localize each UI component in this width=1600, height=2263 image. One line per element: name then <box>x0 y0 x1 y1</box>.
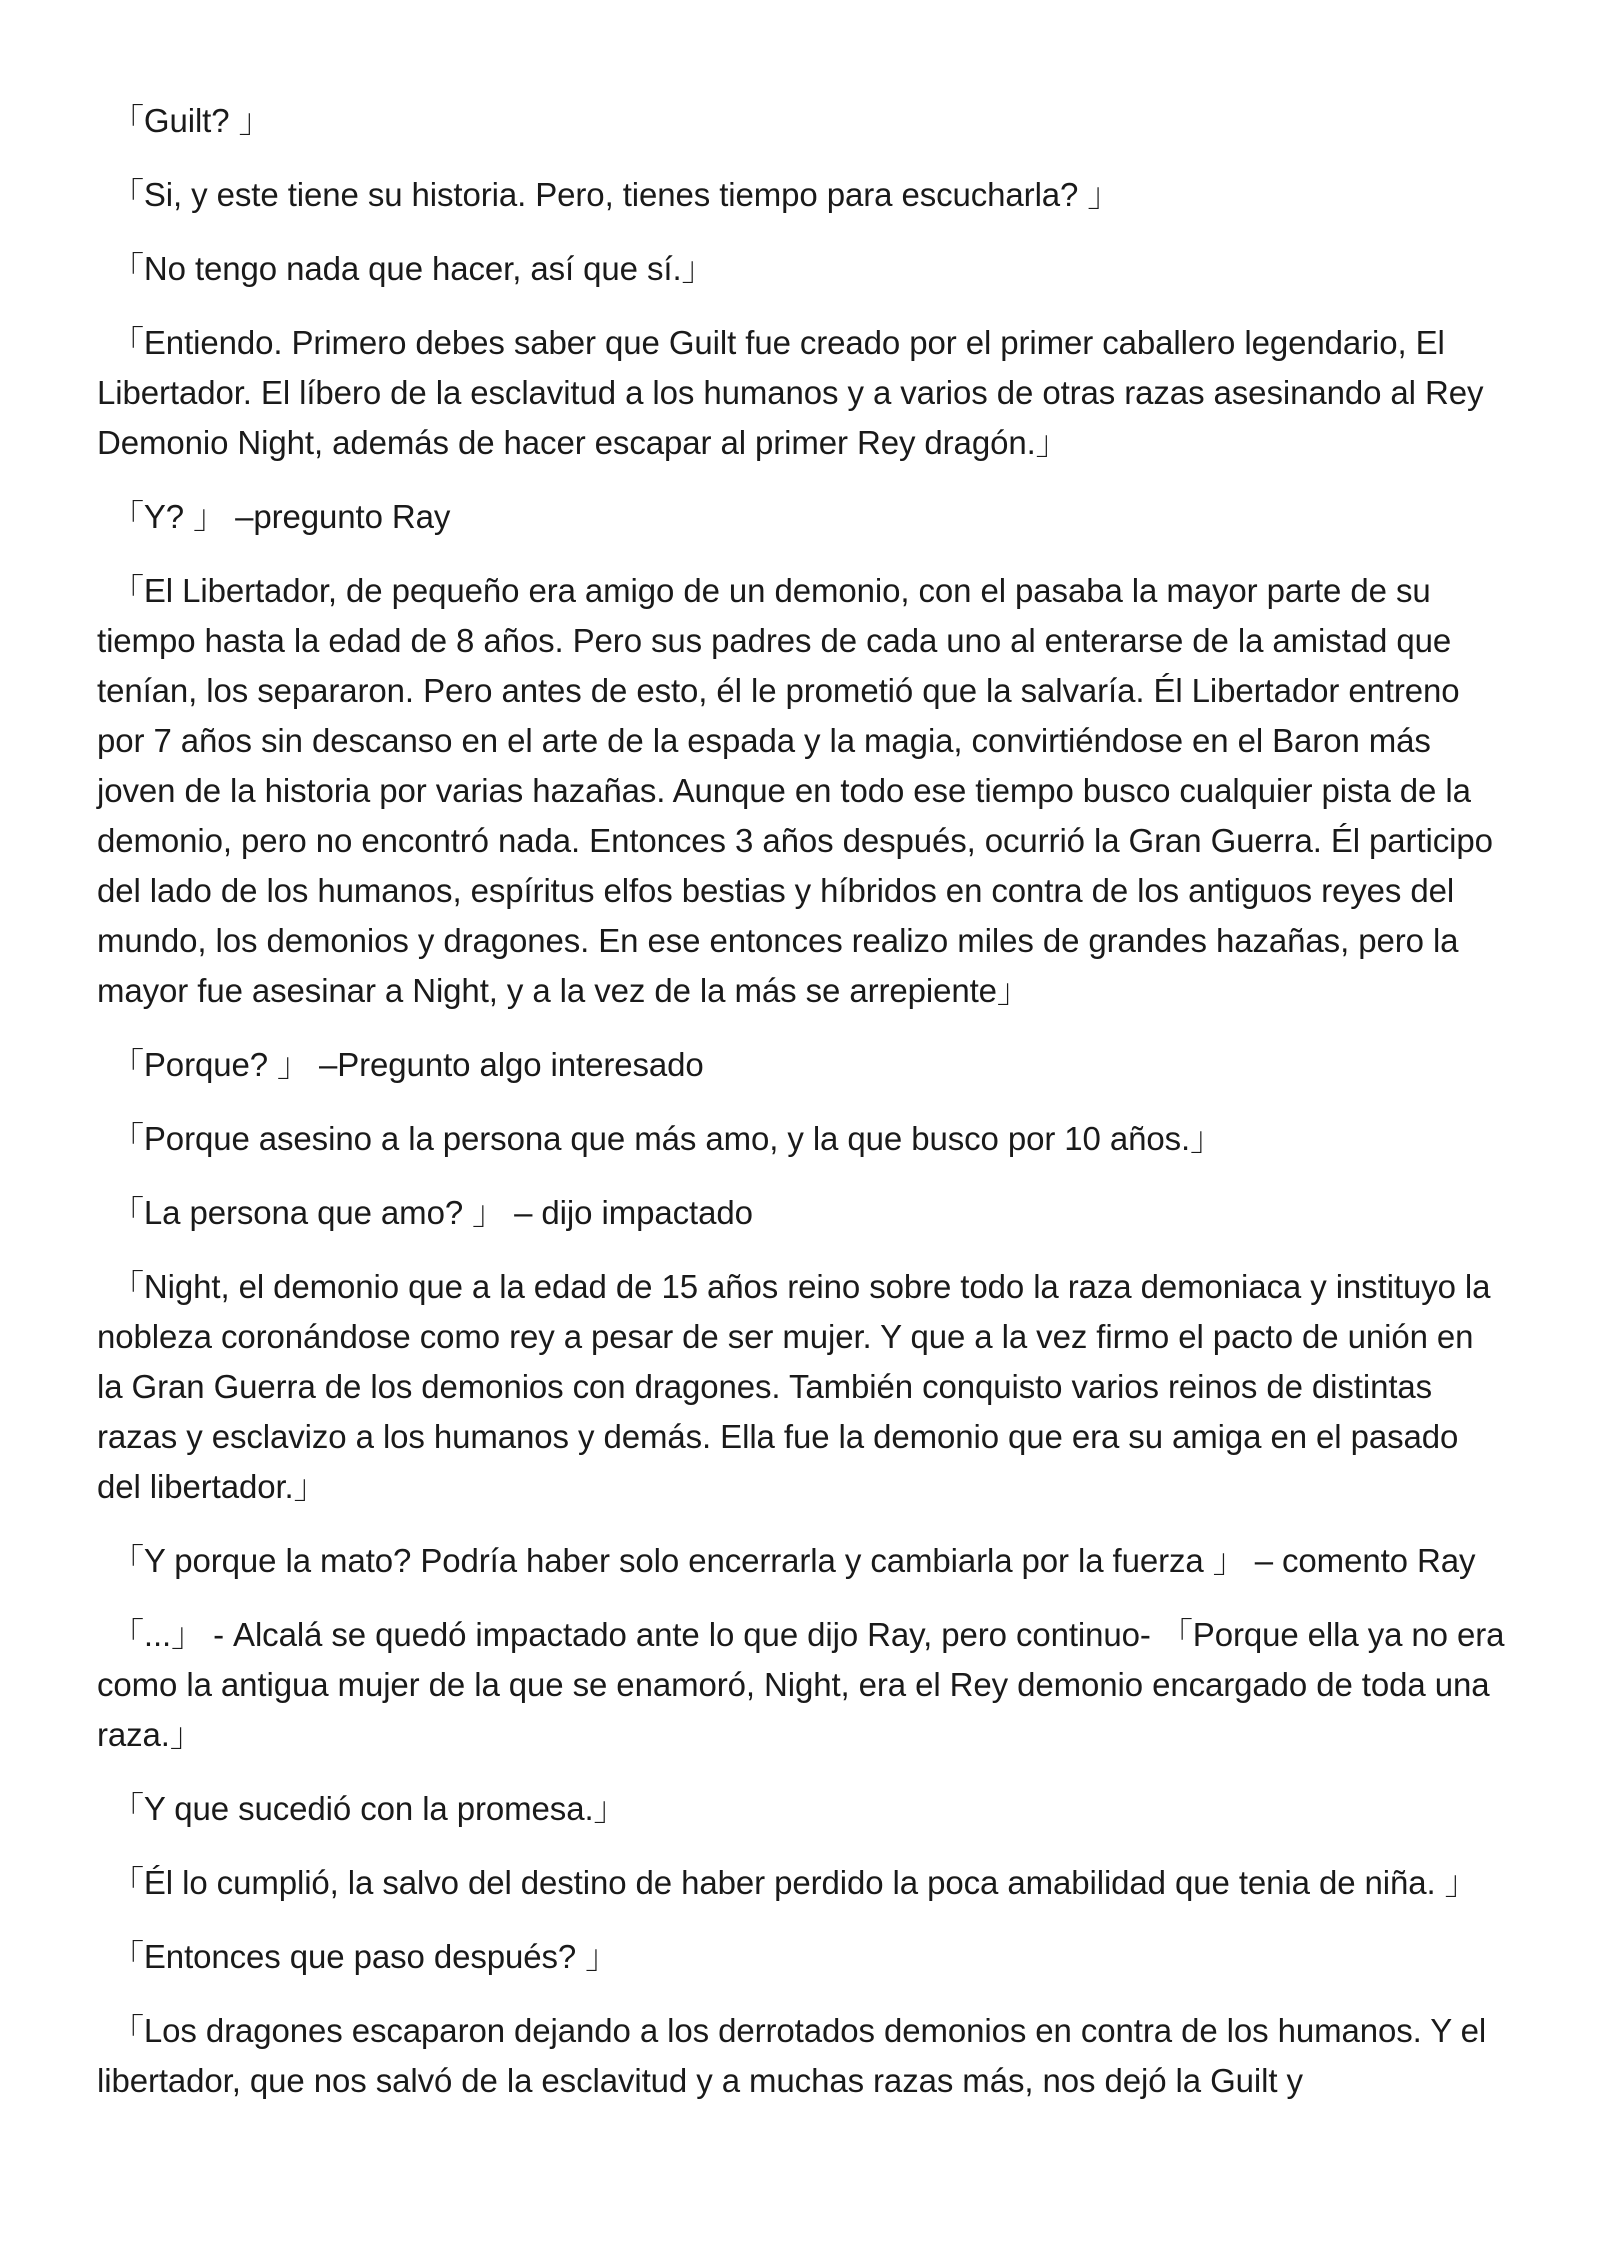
dialogue-paragraph: 「No tengo nada que hacer, así que sí.」 <box>111 250 715 287</box>
dialogue-paragraph: 「Entiendo. Primero debes saber que Guilt fue creado por el primer caballero legendario, El Libertador. El líbero de la esclavitud a los humanos y a varios de otras razas asesinando al Rey Demonio Night, además de hacer escapar al primer Rey dragón.」 <box>97 324 1484 461</box>
dialogue-paragraph: 「Si, y este tiene su historia. Pero, tienes tiempo para escucharla? 」 <box>111 176 1121 213</box>
dialogue-paragraph: 「Los dragones escaparon dejando a los derrotados demonios en contra de los humanos. Y el libertador, que nos salvó de la esclavitud y a muchas razas más, nos dejó la Guilt y <box>97 2012 1487 2099</box>
dialogue-paragraph: 「Entonces que paso después? 」 <box>111 1938 619 1975</box>
dialogue-paragraph: 「El Libertador, de pequeño era amigo de un demonio, con el pasaba la mayor parte de su tiempo hasta la edad de 8 años. Pero sus padres de cada uno al enterarse de la amistad que tenían, los separaron. Pero antes de esto, él le prometió que la salvaría. Él Libertador entreno por 7 años sin descanso en el arte de la espada y la magia, convirtiéndose en el Baron más joven de la historia por varias hazañas. Aunque en todo ese tiempo busco cualquier pista de la demonio, pero no encontró nada. Entonces 3 años después, ocurrió la Gran Guerra. Él participo del lado de los humanos, espíritus elfos bestias y híbridos en contra de los antiguos reyes del mundo, los demonios y dragones. En ese entonces realizo miles de grandes hazañas, pero la mayor fue asesinar a Night, y a la vez de la más se arrepiente」 <box>97 572 1493 1009</box>
dialogue-paragraph: 「Él lo cumplió, la salvo del destino de haber perdido la poca amabilidad que tenia de niña. 」 <box>111 1864 1478 1901</box>
dialogue-paragraph: 「Porque? 」 –Pregunto algo interesado <box>111 1046 704 1083</box>
dialogue-paragraph: 「Y que sucedió con la promesa.」 <box>111 1790 627 1827</box>
dialogue-paragraph: 「Porque asesino a la persona que más amo, y la que busco por 10 años.」 <box>111 1120 1224 1157</box>
dialogue-paragraph: 「Night, el demonio que a la edad de 15 años reino sobre todo la raza demoniaca y instituyo la nobleza coronándose como rey a pesar de ser mujer. Y que a la vez firmo el pacto de unión en la Gran Guerra de los demonios con dragones. También conquisto varios reinos de distintas razas y esclavizo a los humanos y demás. Ella fue la demonio que era su amiga en el pasado del libertador.」 <box>97 1268 1491 1505</box>
dialogue-paragraph: 「La persona que amo? 」 – dijo impactado <box>111 1194 753 1231</box>
document-page <box>97 96 1507 2130</box>
dialogue-paragraph: 「Y porque la mato? Podría haber solo encerrarla y cambiarla por la fuerza 」 – comento Ray <box>111 1542 1476 1579</box>
dialogue-paragraph: 「Y? 」 –pregunto Ray <box>111 498 451 535</box>
dialogue-paragraph: 「Guilt? 」 <box>111 102 272 139</box>
dialogue-paragraph: 「...」 - Alcalá se quedó impactado ante lo que dijo Ray, pero continuo- 「Porque ella ya no era como la antigua mujer de la que se enamoró, Night, era el Rey demonio encargado de toda una raza.」 <box>97 1616 1505 1753</box>
